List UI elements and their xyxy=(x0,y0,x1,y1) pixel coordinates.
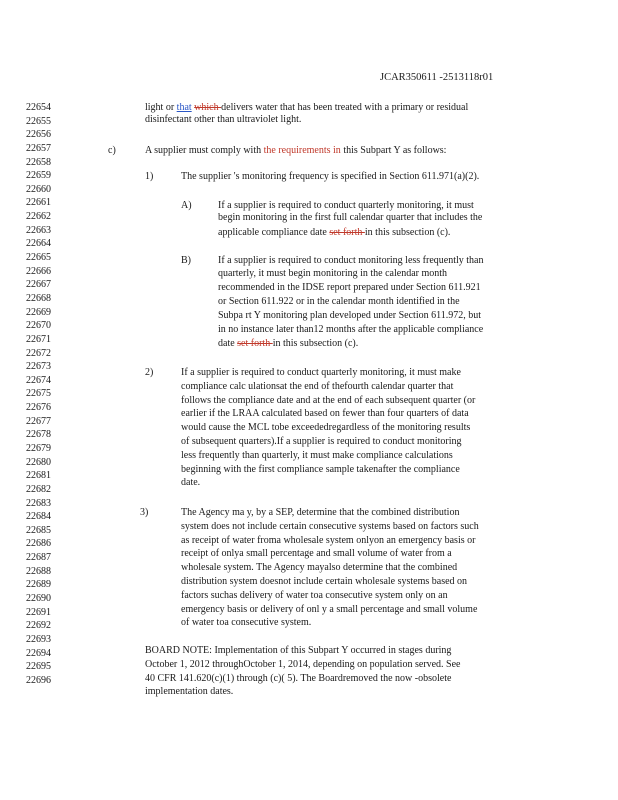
line-number: 22667 xyxy=(26,279,51,291)
paragraph-line: implementation dates. xyxy=(145,686,234,698)
paragraph-line: If a supplier is required to conduct quarterly monitoring, it must make xyxy=(181,367,461,378)
paragraph-line: would cause the MCL tobe exceededregardless of the monitoring results xyxy=(181,422,471,434)
inserted-text: in xyxy=(333,145,341,156)
line-number: 22661 xyxy=(26,197,51,209)
text-span: in this subsection (c). xyxy=(272,338,359,349)
line-number: 22657 xyxy=(26,142,51,154)
line-number: 22655 xyxy=(26,115,51,127)
paragraph-line: Subpa rt Y monitoring plan developed under Section 611.972, but xyxy=(218,310,482,321)
paragraph-line: compliance calc ulationsat the end of thefourth calendar quarter that xyxy=(181,380,454,392)
paragraph-line: as receipt of water froma wholesale system onlyon an emergency basis or xyxy=(181,534,476,546)
line-number: 22665 xyxy=(26,252,51,264)
line-number: 22673 xyxy=(26,361,51,373)
line-number: 22674 xyxy=(26,374,51,386)
line-number: 22660 xyxy=(26,183,51,195)
line-number: 22681 xyxy=(26,470,51,482)
line-number: 22663 xyxy=(26,224,51,236)
line-number: 22695 xyxy=(26,661,51,673)
line-number: 22694 xyxy=(26,647,51,659)
text-span: light or xyxy=(145,102,177,113)
paragraph-line xyxy=(218,338,358,349)
list-marker: A) xyxy=(181,200,192,211)
line-number: 22683 xyxy=(26,497,51,509)
deleted-text: which xyxy=(194,102,222,113)
list-marker: 1) xyxy=(145,171,154,182)
line-number: 22692 xyxy=(26,620,51,632)
paragraph-line: system does not include certain consecutive systems based on factors such xyxy=(181,520,479,532)
paragraph-line: beginning with the first compliance sample takenafter the compliance xyxy=(181,463,460,475)
paragraph-line: or Section 611.922 or in the calendar month identified in the xyxy=(218,296,460,307)
paragraph-line: BOARD NOTE: Implementation of this Subpart Y occurred in stages during xyxy=(145,645,452,656)
line-number: 22688 xyxy=(26,565,51,577)
line-number: 22689 xyxy=(26,579,51,591)
line-number: 22679 xyxy=(26,443,51,454)
line-number: 22677 xyxy=(26,415,51,427)
line-number: 22686 xyxy=(26,538,51,550)
text-span: this Subpart Y as follows: xyxy=(340,145,447,156)
text-span: date xyxy=(218,338,238,349)
paragraph-line: quarterly, it must begin monitoring in the calendar month xyxy=(218,268,448,279)
line-number: 22682 xyxy=(26,483,51,495)
line-number: 22654 xyxy=(26,102,51,113)
text-span: A supplier must comply with xyxy=(145,145,264,156)
paragraph-line: receipt of onlya small percentage and small volume of water from a xyxy=(181,548,452,560)
paragraph-line: less frequently than quarterly, it must make compliance calculations xyxy=(181,449,453,461)
line-number: 22658 xyxy=(26,156,51,168)
line-number: 22670 xyxy=(26,320,51,332)
paragraph-line xyxy=(145,102,525,113)
list-marker: 2) xyxy=(145,367,154,378)
line-number: 22678 xyxy=(26,429,51,441)
text-span: in this subsection (c). xyxy=(364,227,451,238)
paragraph-line: October 1, 2012 throughOctober 1, 2014, depending on population served. See xyxy=(145,658,461,670)
paragraph-line: If a supplier is required to conduct monitoring less frequently than xyxy=(218,255,484,266)
line-number: 22680 xyxy=(26,456,51,468)
line-number: 22671 xyxy=(26,333,51,345)
paragraph-line: follows the compliance date and at the end of each subsequent quarter (or xyxy=(181,394,476,406)
paragraph-line: of subsequent quarters).If a supplier is required to conduct monitoring xyxy=(181,436,462,447)
paragraph-line xyxy=(145,145,446,156)
line-number: 22693 xyxy=(26,633,51,645)
list-marker: B) xyxy=(181,255,191,266)
paragraph-line xyxy=(145,114,301,125)
text-span: disinfectant other than ultraviolet light. xyxy=(145,114,302,125)
text-span: applicable compliance date xyxy=(218,227,330,238)
line-number: 22666 xyxy=(26,265,51,277)
line-number: 22687 xyxy=(26,552,51,564)
inserted-text: that xyxy=(176,102,192,113)
line-number: 22664 xyxy=(26,238,51,250)
paragraph-line: 40 CFR 141.620(c)(1) through (c)( 5). The Boardremoved the now -obsolete xyxy=(145,672,452,684)
line-number: 22668 xyxy=(26,292,51,304)
line-number: 22690 xyxy=(26,593,51,605)
paragraph-line: distribution system doesnot include certain wholesale systems based on xyxy=(181,576,468,587)
deleted-text: set forth xyxy=(329,227,365,238)
paragraph-line: date. xyxy=(181,477,201,489)
line-number: 22696 xyxy=(26,674,51,686)
paragraph-line: in no instance later than12 months after the applicable compliance xyxy=(218,324,484,335)
line-number: 22669 xyxy=(26,306,51,318)
line-number: 22675 xyxy=(26,388,51,400)
line-number: 22684 xyxy=(26,511,51,523)
text-span: delivers water that has been treated with a primary or residual xyxy=(221,102,469,113)
paragraph-line: wholesale system. The Agency mayalso determine that the combined xyxy=(181,562,458,574)
paragraph-line: of water toa consecutive system. xyxy=(181,617,312,629)
line-number: 22656 xyxy=(26,129,51,141)
paragraph-line: factors suchas delivery of water toa consecutive system only on an xyxy=(181,589,448,601)
line-number: 22659 xyxy=(26,170,51,182)
line-number: 22672 xyxy=(26,347,51,359)
inserted-text: the requirements xyxy=(263,145,331,156)
paragraph-line: recommended in the IDSE report prepared under Section 611.921 xyxy=(218,282,481,293)
paragraph-line: The Agency ma y, by a SEP, determine that the combined distribution xyxy=(181,507,460,518)
line-number: 22685 xyxy=(26,524,51,536)
paragraph-line: emergency basis or delivery of onl y a small percentage and small volume xyxy=(181,603,478,615)
list-marker: 3) xyxy=(140,507,149,518)
paragraph-line: earlier if the LRAA calculated based on fewer than four quarters of data xyxy=(181,408,469,420)
deleted-text: set forth xyxy=(237,338,273,349)
line-number: 22662 xyxy=(26,211,51,223)
paragraph-line: The supplier 's monitoring frequency is specified in Section 611.971(a)(2). xyxy=(181,171,480,182)
paragraph-line: If a supplier is required to conduct quarterly monitoring, it must xyxy=(218,200,474,211)
list-marker: c) xyxy=(108,145,116,156)
document-header: JCAR350611 -2513118r01 xyxy=(380,72,494,83)
line-number: 22691 xyxy=(26,606,51,618)
paragraph-line xyxy=(218,227,450,238)
line-number: 22676 xyxy=(26,402,51,414)
paragraph-line: begin monitoring in the first full calendar quarter that includes the xyxy=(218,212,483,223)
